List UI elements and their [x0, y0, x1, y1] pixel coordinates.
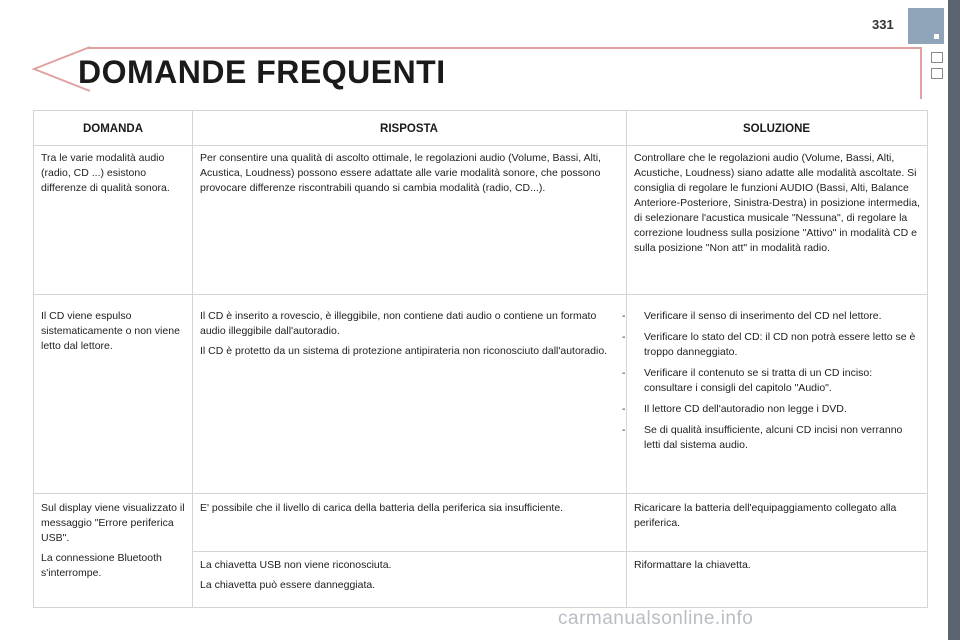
header-divider [34, 145, 927, 146]
thumb-box-2 [931, 68, 943, 79]
answer-text: E' possibile che il livello di carica della batteria della periferica sia insufficiente. [200, 502, 564, 514]
question-cell [41, 309, 187, 359]
solution-cell [634, 558, 920, 578]
solution-bullet: - Verificare il senso di inserimento del CD nel lettore. [622, 310, 882, 322]
question-text: Tra le varie modalità audio (radio, CD ...) esistono differenze di qualità sonora. [41, 152, 170, 194]
question-text: La connessione Bluetooth s'interrompe. [41, 552, 162, 579]
answer-cell [200, 309, 622, 364]
solution-bullet: - Se di qualità insufficiente, alcuni CD incisi non verranno letti dal sistema audio. [622, 424, 903, 451]
solution-bullet: - Verificare il contenuto se si tratta di un CD inciso: consultare i consigli del capitolo "Audio". [622, 367, 873, 394]
question-text: Sul display viene visualizzato il messaggio "Errore periferica USB". [41, 502, 185, 544]
answer-text: Per consentire una qualità di ascolto ottimale, le regolazioni audio (Volume, Bassi, Alti, Acustica, Loudness) possono essere adattate alle varie modalità sonore, che possono provocare differenze riscontrabili quando si cambia modalità (radio, CD...). [200, 152, 601, 194]
row-divider [192, 551, 927, 552]
header-risposta: RISPOSTA [380, 123, 438, 135]
faq-table [33, 110, 928, 608]
question-cell [41, 501, 187, 586]
column-divider [192, 111, 193, 608]
solution-text: Controllare che le regolazioni audio (Volume, Bassi, Alti, Acustiche, Loudness) siano adatte alle modalità ascoltate. Si consiglia di regolare le funzioni AUDIO (Bassi, Alti, Balance Anteriore-Posteriore, Sinistra-Destra) in posizione intermedia, di selezionare l'acustica musicale "Nessuna", di regolare la correzione loudness sulla posizione "Attivo" in modalità CD e sulla posizione "Non att" in modalità radio. [634, 152, 920, 254]
solution-cell [634, 501, 920, 536]
title-rule-vertical [920, 47, 922, 99]
solution-bullet: - Verificare lo stato del CD: il CD non potrà essere letto se è troppo danneggiato. [622, 331, 916, 358]
answer-text: La chiavetta USB non viene riconosciuta. [200, 559, 392, 571]
answer-text: La chiavetta può essere danneggiata. [200, 579, 376, 591]
page-number: 331 [872, 17, 894, 32]
header-soluzione: SOLUZIONE [742, 123, 811, 135]
row-divider [34, 493, 927, 494]
thumb-box-1 [931, 52, 943, 63]
corner-dot [934, 34, 939, 39]
solution-cell [634, 151, 920, 261]
header-domanda: DOMANDA [82, 123, 144, 135]
title-rule [88, 47, 922, 49]
answer-text: Il CD è protetto da un sistema di protezione antipirateria non riconosciuto dall'autoradio. [200, 345, 608, 357]
answer-cell [200, 151, 622, 201]
answer-text: Il CD è inserito a rovescio, è illeggibile, non contiene dati audio o contiene un formato audio illeggibile dall'autoradio. [200, 310, 597, 337]
page-title: DOMANDE FREQUENTI [78, 54, 446, 90]
answer-cell [200, 501, 622, 521]
solution-text: Riformattare la chiavetta. [634, 559, 751, 571]
watermark: carmanualsonline.info [558, 608, 754, 629]
solution-cell [622, 309, 920, 459]
row-divider [34, 294, 927, 295]
solution-text: Ricaricare la batteria dell'equipaggiamento collegato alla periferica. [634, 502, 897, 529]
question-cell [41, 151, 187, 201]
answer-cell [200, 558, 622, 598]
solution-bullet: - Il lettore CD dell'autoradio non legge i DVD. [622, 403, 847, 415]
question-text: Il CD viene espulso sistematicamente o non viene letto dal lettore. [41, 310, 180, 352]
corner-tab [908, 8, 944, 44]
side-bar [948, 0, 960, 640]
